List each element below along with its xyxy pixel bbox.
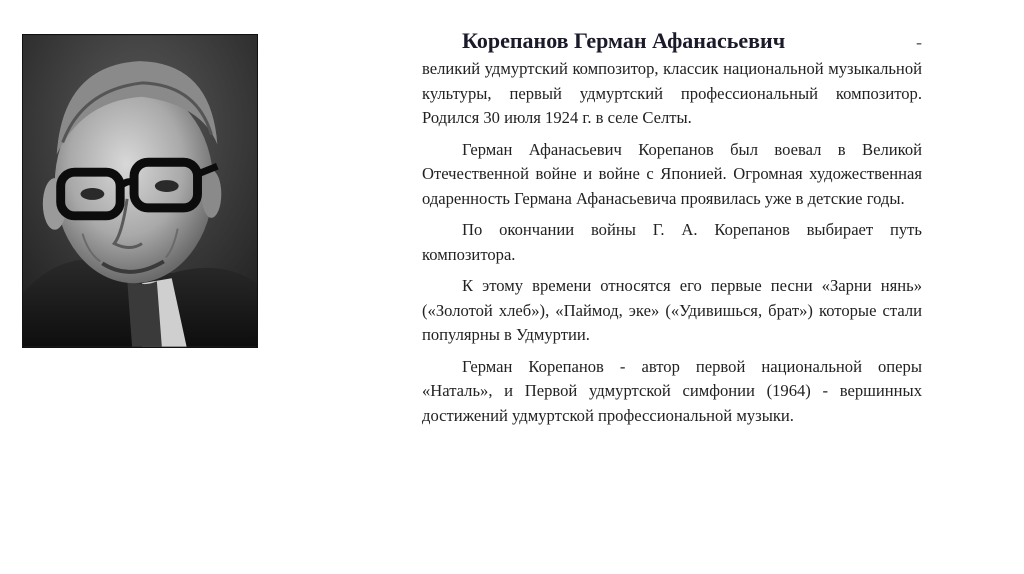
title-dash: - <box>916 32 922 52</box>
biography-text <box>422 26 922 435</box>
paragraph-songs: К этому времени относятся его первые песни «Зарни нянь» («Золотой хлеб»), «Паймод, эке» («Удивишься, брат») которые стали популярны в Удмуртии. <box>422 276 922 344</box>
portrait-photo <box>22 34 258 348</box>
title-line <box>422 26 922 57</box>
paragraph-war: Герман Афанасьевич Корепанов был воевал в Великой Отечественной войне и войне с Японией. Огромная художественная одаренность Германа Афанасьевича проявилась уже в детские годы. <box>422 139 922 208</box>
portrait-image <box>23 35 257 347</box>
paragraph-career: По окончании войны Г. А. Корепанов выбирает путь композитора. <box>422 220 922 264</box>
person-name: Корепанов Герман Афанасьевич <box>462 28 786 53</box>
paragraph-achievements: Герман Корепанов - автор первой национальной оперы «Наталь», и Первой удмуртской симфонии (1964) - вершинных достижений удмуртской профессиональной музыки. <box>422 356 922 425</box>
paragraph-intro: великий удмуртский композитор, классик национальной музыкальной культуры, первый удмуртский профессиональный композитор. Родился 30 июля 1924 г. в селе Селты. <box>422 59 922 127</box>
